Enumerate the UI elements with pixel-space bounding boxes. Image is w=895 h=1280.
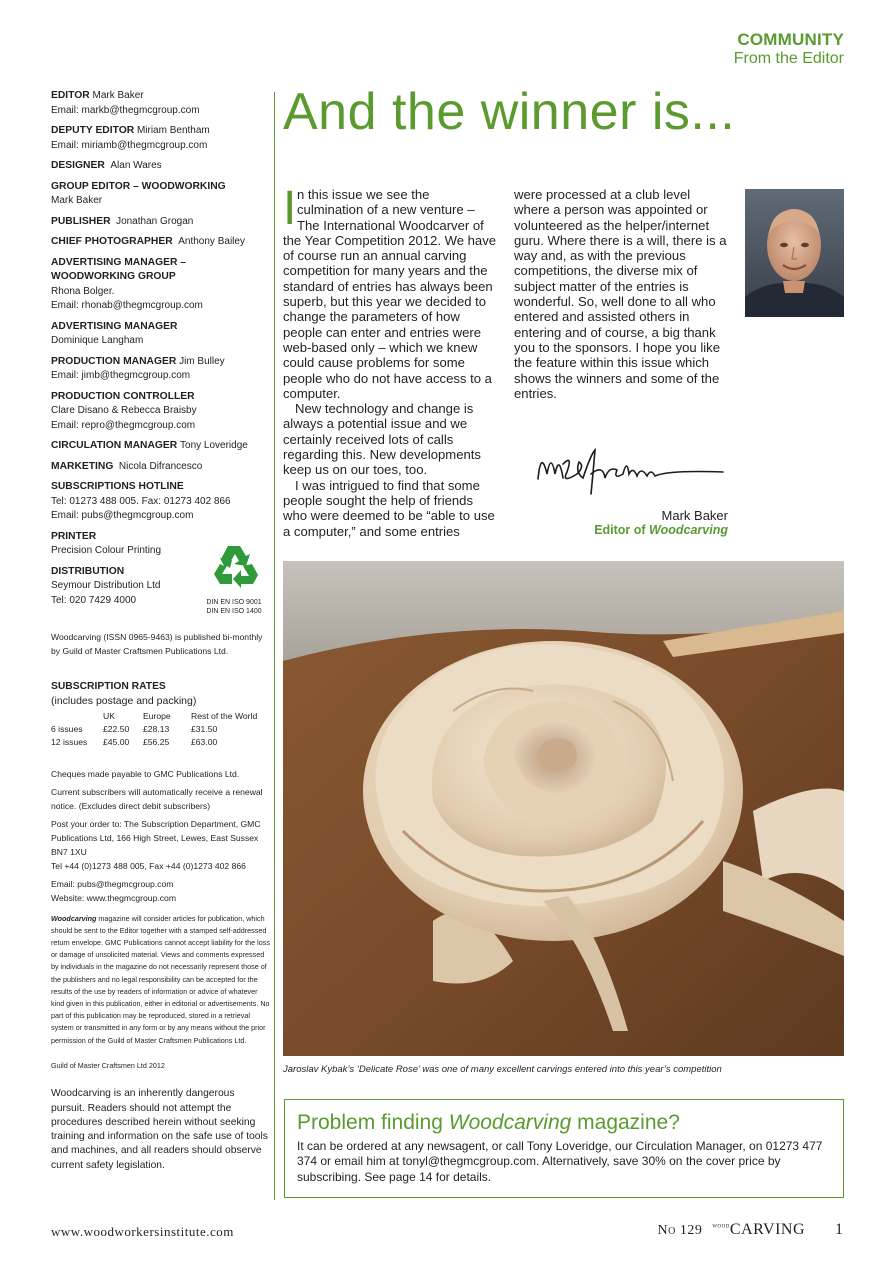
- rates-cell: 6 issues: [51, 723, 83, 734]
- article-paragraph: n this issue we see the culmination of a new venture – The International Woodcarver of the Year Competition 2012. We have of course run an annual carving competition for many years and the standard of entries has always been superb, but this year we decided to change the parameters of how people can enter and entries were web-based only – which we knew could cause problems for some people who do not have access to a computer.: [283, 187, 497, 401]
- disclaimer-lead: Woodcarving: [51, 913, 97, 923]
- copyright: Guild of Master Craftsmen Ltd 2012: [51, 1060, 165, 1070]
- signature-image: [533, 444, 728, 504]
- staff-role: CHIEF PHOTOGRAPHER: [51, 236, 173, 247]
- rates-cell: £63.00: [191, 736, 218, 747]
- staff-entry: [51, 460, 271, 475]
- masthead-sidebar: [51, 89, 271, 1173]
- staff-detail: Seymour Distribution Ltd: [51, 580, 161, 591]
- staff-name: Jim Bulley: [179, 355, 225, 367]
- rates-col-header: [51, 710, 103, 723]
- rates-cell: £45.00: [103, 736, 130, 747]
- rates-col-header: Rest of the World: [191, 710, 258, 721]
- rates-cell: 12 issues: [51, 736, 88, 747]
- article-paragraph: New technology and change is always a potential issue and we certainly received lots of calls regarding this. New developments keep us on our toes, too.: [283, 401, 481, 478]
- issn-note: Woodcarving (ISSN 0965-9463) is published bi-monthly by Guild of Master Craftsmen Publications Ltd.: [51, 632, 263, 656]
- magazine-logo: [712, 1221, 805, 1239]
- staff-entry: [51, 124, 271, 153]
- editor-signature: [533, 444, 728, 504]
- staff-name: Anthony Bailey: [178, 236, 245, 247]
- staff-detail: Email: repro@thegmcgroup.com: [51, 419, 196, 431]
- column-divider: [274, 92, 275, 1200]
- magazine-logo-name: CARVING: [729, 1221, 805, 1238]
- staff-role: SUBSCRIPTIONS HOTLINE: [51, 481, 184, 492]
- staff-detail: Mark Baker: [51, 195, 103, 206]
- staff-role: ADVERTISING MANAGER: [51, 320, 178, 332]
- promo-box: [284, 1099, 844, 1198]
- subscription-includes: (includes postage and packing): [51, 694, 197, 707]
- staff-detail: Email: jimb@thegmcgroup.com: [51, 370, 191, 381]
- renewal-note: Current subscribers will automatically receive a renewal notice. (Excludes direct debit subscribers): [51, 786, 263, 811]
- din-line: DIN EN ISO 9001: [206, 598, 262, 606]
- promo-heading-suffix: magazine?: [571, 1111, 680, 1134]
- staff-entry: [51, 89, 271, 118]
- staff-entry: [51, 320, 271, 349]
- post-contact-line: Tel +44 (0)1273 488 005, Fax +44 (0)1273 402 866: [51, 860, 246, 871]
- footer-issue-info: [657, 1221, 843, 1239]
- staff-role: PRODUCTION MANAGER: [51, 355, 177, 367]
- contact-email: Email: pubs@thegmcgroup.com: [51, 878, 174, 889]
- article-column-1: [283, 182, 499, 539]
- staff-name: Mark Baker: [92, 90, 144, 101]
- promo-body: It can be ordered at any newsagent, or call Tony Loveridge, our Circulation Manager, on 01273 477 374 or email him at tonyl@thegmcgroup.com. Alternatively, save 30% on the cover price by subscribing. See page 14 for details.: [297, 1139, 823, 1184]
- rates-row: [51, 723, 271, 736]
- photo-caption: Jaroslav Kybak’s ‘Delicate Rose’ was one of many excellent carvings entered into this year’s competition: [283, 1064, 722, 1075]
- signoff-name: Mark Baker: [661, 508, 728, 523]
- staff-role: DESIGNER: [51, 160, 105, 171]
- staff-detail: Email: rhonab@thegmcgroup.com: [51, 300, 203, 311]
- staff-entry: [51, 215, 271, 230]
- promo-heading-prefix: Problem finding: [297, 1111, 449, 1134]
- article-paragraph: I was intrigued to find that some people sought the help of friends who were deemed to be “able to use a computer,” and some entries: [283, 477, 495, 539]
- article-column-2: [514, 187, 728, 401]
- staff-detail: Clare Disano & Rebecca Braisby: [51, 405, 197, 416]
- din-line: DIN EN ISO 1400: [206, 607, 262, 615]
- rates-cell: £28.13: [143, 723, 170, 734]
- staff-entry: [51, 480, 271, 524]
- staff-name: Miriam Bentham: [136, 125, 210, 136]
- rates-table: [51, 710, 271, 749]
- staff-detail: Tel: 01273 488 005. Fax: 01273 402 866: [51, 495, 231, 507]
- staff-role: GROUP EDITOR – WOODWORKING: [51, 180, 226, 192]
- staff-role: DEPUTY EDITOR: [51, 125, 135, 136]
- staff-name: Jonathan Grogan: [116, 215, 194, 227]
- recycle-icon: [210, 542, 262, 592]
- staff-role: PRODUCTION CONTROLLER: [51, 390, 195, 402]
- post-address-line: Post your order to: The Subscription Department, GMC Publications Ltd, 166 High Street, Lewes, East Sussex BN7 1XU: [51, 818, 261, 857]
- staff-role: PUBLISHER: [51, 215, 111, 227]
- staff-name: Nicola Difrancesco: [118, 460, 203, 472]
- subscription-rates: [51, 680, 271, 749]
- staff-detail: Email: miriamb@thegmcgroup.com: [51, 139, 208, 151]
- magazine-logo-prefix: WOOD: [712, 1224, 730, 1230]
- subscription-heading: SUBSCRIPTION RATES: [51, 681, 166, 692]
- rose-carving-photo: [283, 561, 844, 1056]
- editor-portrait: [745, 189, 844, 317]
- portrait-image: [745, 189, 844, 317]
- rates-cell: £22.50: [103, 723, 130, 734]
- article-title: And the winner is...: [283, 83, 736, 141]
- staff-detail: Dominique Langham: [51, 335, 144, 346]
- staff-role: DISTRIBUTION: [51, 565, 125, 577]
- safety-warning: Woodcarving is an inherently dangerous pursuit. Readers should not attempt the procedures described herein without seeking training and information on the safe use of tools and machines, and all readers should observe current safety legislation.: [51, 1088, 268, 1171]
- cheques-note: Cheques made payable to GMC Publications Ltd.: [51, 768, 240, 779]
- rates-cell: £31.50: [191, 723, 218, 734]
- drop-cap: [283, 182, 297, 235]
- staff-detail: Email: pubs@thegmcgroup.com: [51, 510, 194, 521]
- article-paragraph: were processed at a club level where a person was appointed or volunteered as the helper/internet guru. Where there is a will, there is a way and, as with the previous competitions, the diverse mix of subject matter of the entries is wonderful. So, well done to all who entered and assisted others in entering and of course, a big thank you to the sponsors. I hope you like the feature within this issue which shows the winners and some of the entries.: [514, 187, 727, 401]
- section-tag: [734, 30, 844, 68]
- rates-cell: £56.25: [143, 736, 170, 747]
- staff-list: [51, 89, 271, 608]
- contact-website: Website: www.thegmcgroup.com: [51, 892, 176, 903]
- rates-header-row: [51, 710, 271, 723]
- drop-cap-letter: I: [283, 182, 297, 235]
- staff-detail: Email: markb@thegmcgroup.com: [51, 104, 200, 116]
- staff-detail: Precision Colour Printing: [51, 545, 162, 556]
- staff-role: EDITOR: [51, 90, 90, 101]
- staff-role: CIRCULATION MANAGER: [51, 440, 178, 451]
- staff-entry: [51, 235, 271, 250]
- staff-detail: Tel: 020 7429 4000: [51, 594, 137, 606]
- signoff-role-mag: Woodcarving: [649, 523, 728, 537]
- recycle-logo: [208, 542, 264, 616]
- staff-detail: Rhona Bolger.: [51, 285, 115, 297]
- section-subtitle: From the Editor: [733, 49, 844, 67]
- signoff-role: [560, 523, 728, 537]
- promo-heading: [297, 1111, 831, 1135]
- contact-lines: [51, 877, 271, 905]
- section-name: COMMUNITY: [737, 30, 844, 49]
- rose-carving-image: [283, 561, 844, 1056]
- footer-url[interactable]: www.woodworkersinstitute.com: [51, 1224, 234, 1239]
- signoff-role-prefix: Editor of: [594, 523, 650, 537]
- staff-role: ADVERTISING MANAGER – WOODWORKING GROUP: [51, 256, 187, 282]
- din-cert: [204, 598, 264, 616]
- staff-entry: [51, 355, 271, 384]
- staff-name: Tony Loveridge: [180, 440, 248, 451]
- staff-entry: [51, 390, 271, 434]
- page-number: 1: [835, 1221, 843, 1238]
- staff-role: MARKETING: [51, 460, 114, 472]
- issue-number: No 129: [657, 1223, 703, 1238]
- staff-entry: [51, 256, 271, 314]
- staff-entry: [51, 159, 271, 174]
- staff-entry: [51, 439, 271, 454]
- disclaimer: [51, 913, 271, 1047]
- staff-entry: [51, 180, 271, 209]
- disclaimer-text: magazine will consider articles for publication, which should be sent to the Editor together with a stamped self-addressed return envelope. GMC Publications cannot accept liability for the loss or damage of unsolicited material. Views and comments expressed by individuals in the magazine do not necessarily represent those of the publishers and no legal responsibility can be accepted for the results of the use by readers of information or advice of whatever kind given in this publication, either in editorial or advertisements. No part of this publication may be reproduced, stored in a retrieval system or transmitted in any form or by any means without the prior permission of the Guild of Master Craftsmen Publications Ltd.: [51, 913, 270, 1045]
- rates-col-header: UK: [103, 710, 115, 721]
- staff-name: Alan Wares: [110, 160, 162, 171]
- rates-col-header: Europe: [143, 710, 171, 721]
- rates-row: [51, 736, 271, 749]
- post-address: [51, 817, 271, 873]
- staff-role: PRINTER: [51, 530, 97, 542]
- promo-heading-mag: Woodcarving: [448, 1111, 572, 1134]
